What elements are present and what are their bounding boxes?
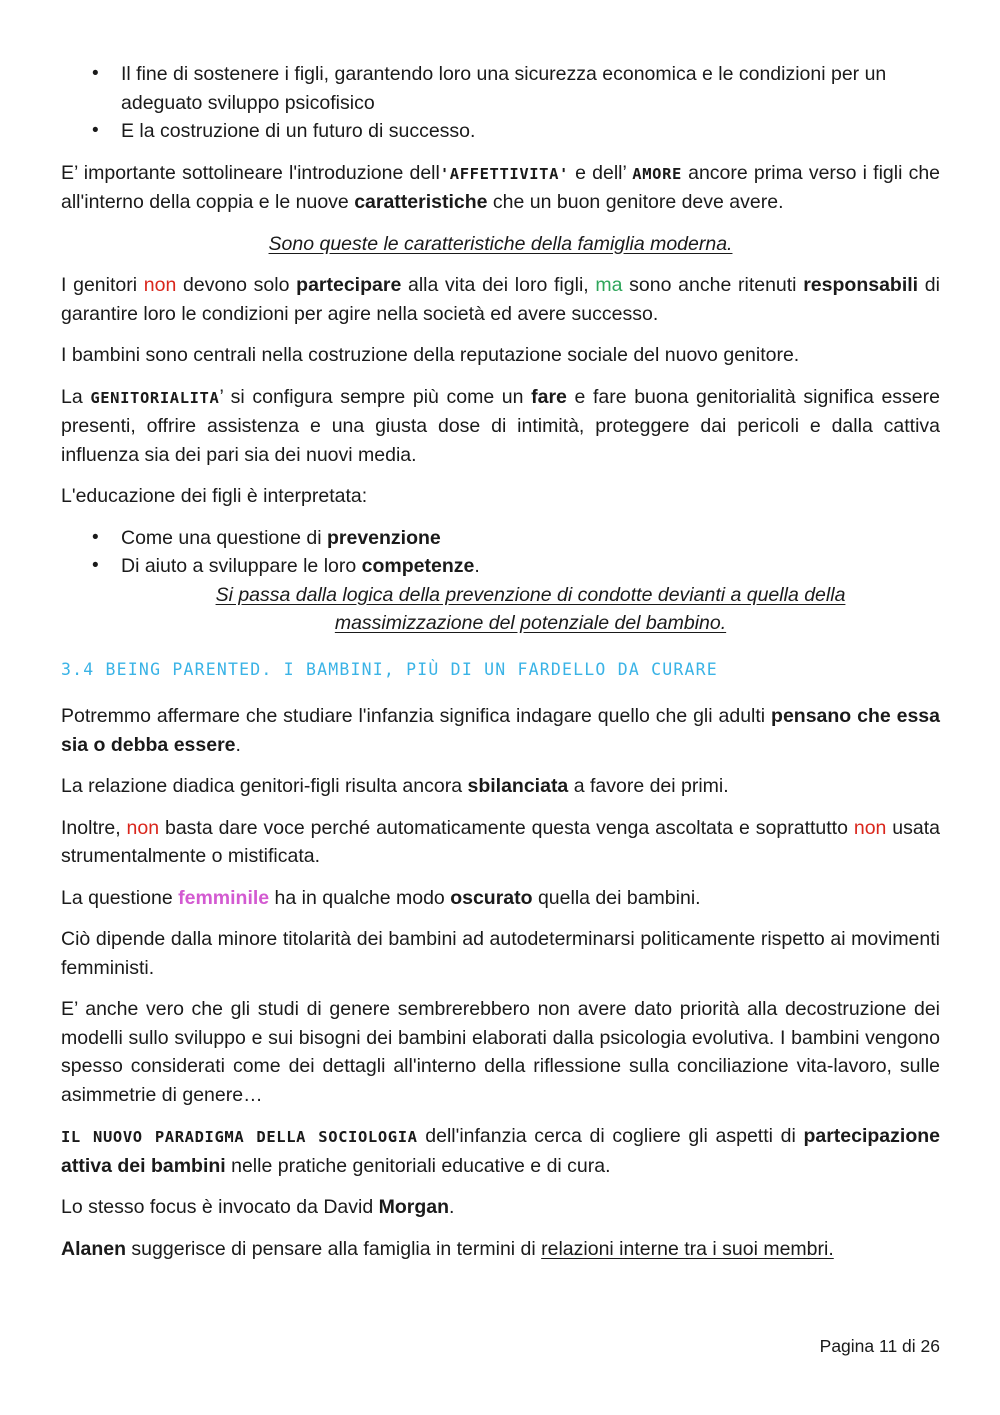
list-item: • E la costruzione di un futuro di successo. [121, 117, 940, 146]
paragraph-infanzia: Potremmo affermare che studiare l'infanzia significa indagare quello che gli adulti pensano che essa sia o debba essere. [61, 705, 941, 756]
section-heading: 3.4 BEING PARENTED. I BAMBINI, PIÙ DI UN FARDELLO DA CURARE [61, 659, 718, 679]
list-item: • Come una questione di prevenzione [121, 524, 940, 553]
paragraph-bambini-centrali: I bambini sono centrali nella costruzione della reputazione sociale del nuovo genitore. [61, 344, 800, 366]
list-item: • Di aiuto a sviluppare le loro competenze. [121, 552, 940, 581]
paragraph-femminile: La questione femminile ha in qualche modo oscurato quella dei bambini. [61, 886, 701, 909]
bullet-list-top [61, 60, 940, 146]
bullet-list-educazione [61, 524, 940, 581]
paragraph-cio: Ciò dipende dalla minore titolarità dei bambini ad autodeterminarsi politicamente rispetto ai movimenti femministi. [61, 928, 940, 979]
paragraph-alanen: Alanen suggerisce di pensare alla famiglia in termini di relazioni interne tra i suoi membri. [61, 1237, 834, 1260]
paragraph-paradigma: IL NUOVO PARADIGMA DELLA SOCIOLOGIA dell'infanzia cerca di cogliere gli aspetti di partecipazione attiva dei bambini nelle pratiche genitoriali educative e di cura. [61, 1125, 940, 1177]
handwritten-genitorialita: GENITORIALITA [90, 388, 220, 407]
document-page [61, 60, 940, 1276]
centered-note: Sono queste le caratteristiche della famiglia moderna. [268, 232, 733, 255]
paragraph-genitorialita: La GENITORIALITA’ si configura sempre più come un fare e fare buona genitorialità significa essere presenti, offrire assistenza e una giusta dose di intimità, proteggere dai pericoli e dalla cattiva influenza sia dei pari sia dei nuovi media. [61, 385, 940, 466]
paragraph-educazione: L'educazione dei figli è interpretata: [61, 485, 368, 507]
handwritten-amore: AMORE [632, 164, 682, 183]
paragraph-affettivita: E’ importante sottolineare l'introduzione dell'AFFETTIVITA' e dell’ AMORE ancore prima verso i figli che all'interno della coppia e le nuove caratteristiche che un buon genitore deve avere. [61, 161, 941, 213]
paragraph-genitori: I genitori non devono solo partecipare alla vita dei loro figli, ma sono anche ritenuti responsabili di garantire loro le condizioni per agire nella società ed avere successo. [61, 274, 940, 325]
paragraph-morgan: Lo stesso focus è invocato da David Morgan. [61, 1196, 455, 1218]
paragraph-inoltre: Inoltre, non basta dare voce perché automaticamente questa venga ascoltata e soprattutto non usata strumentalmente o mistificata. [61, 816, 940, 867]
paragraph-diadica: La relazione diadica genitori-figli risulta ancora sbilanciata a favore dei primi. [61, 775, 729, 797]
list-item: • Il fine di sostenere i figli, garantendo loro una sicurezza economica e le condizioni per un adeguato sviluppo psicofisico [121, 60, 940, 117]
page-number: Pagina 11 di 26 [819, 1336, 940, 1356]
handwritten-paradigma: IL NUOVO PARADIGMA DELLA SOCIOLOGIA [61, 1128, 418, 1146]
centered-note-2: Si passa dalla logica della prevenzione di condotte devianti a quella della massimizzazione del potenziale del bambino. [215, 583, 846, 634]
paragraph-genere: E’ anche vero che gli studi di genere sembrerebbero non avere dato priorità alla decostruzione dei modelli sullo sviluppo e sui bisogni dei bambini elaborati dalla psicologia evolutiva. I bambini vengono spesso considerati come dei dettagli all'interno della riflessione sulla conciliazione vita-lavoro, sulle asimmetrie di genere… [61, 998, 940, 1106]
handwritten-affettivita: 'AFFETTIVITA' [439, 164, 569, 183]
